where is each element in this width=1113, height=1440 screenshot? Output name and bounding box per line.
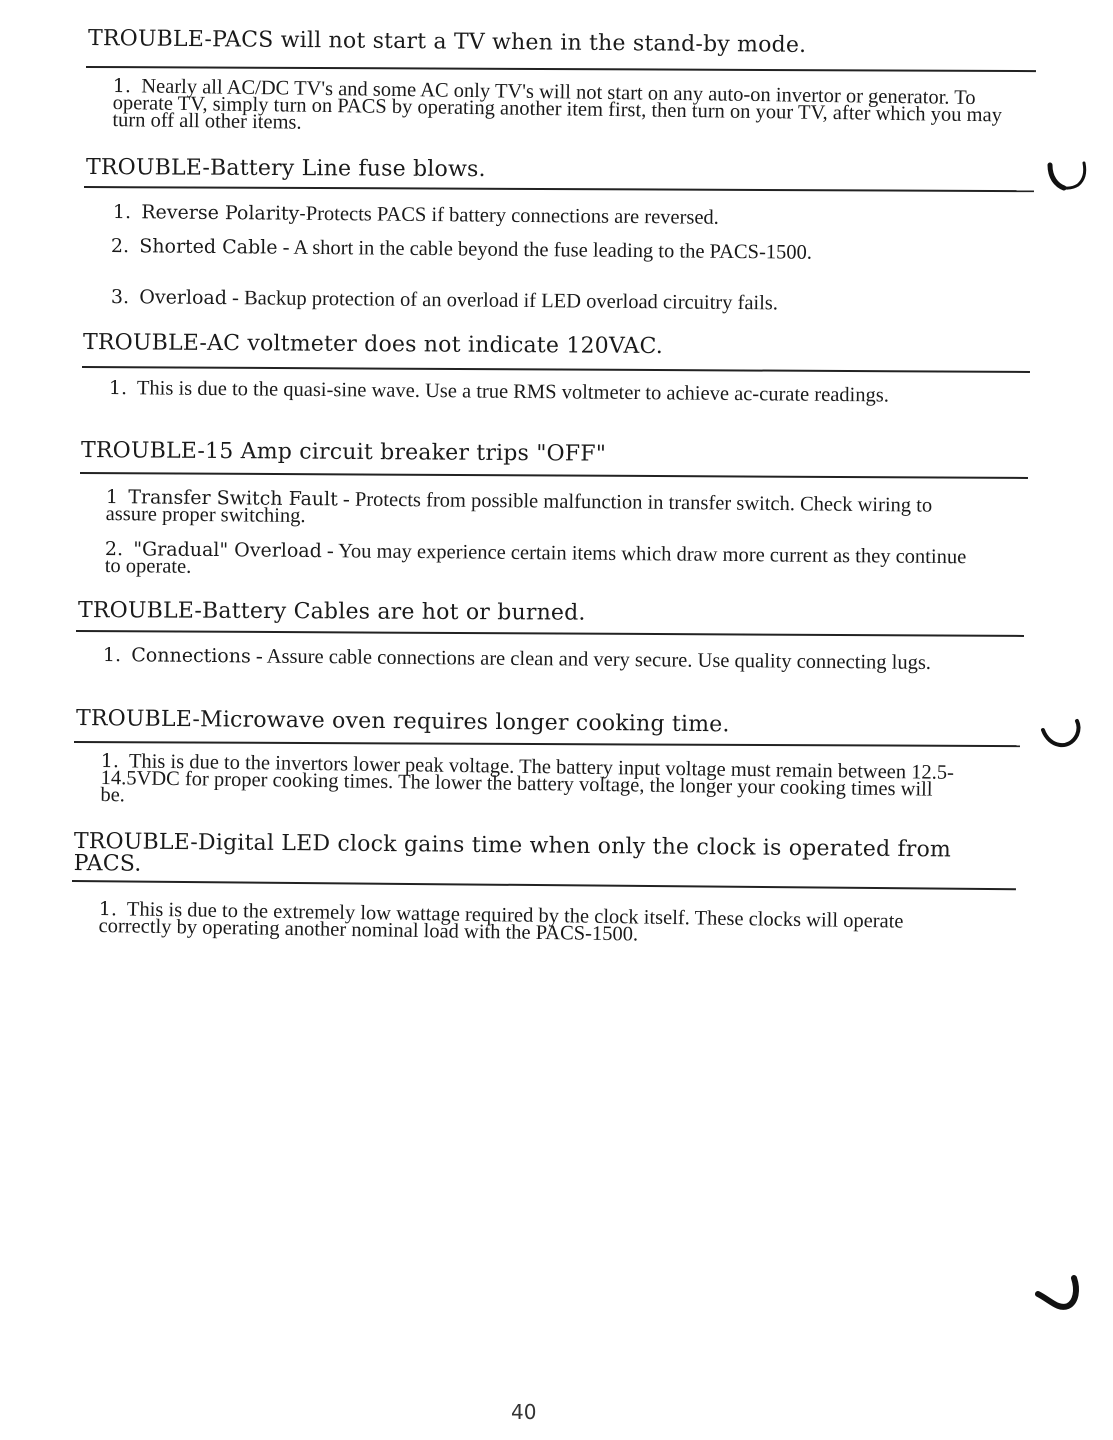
item-text: This is due to the quasi-sine wave. Use a true RMS voltmeter to achieve ac-curate readings. xyxy=(136,377,890,407)
item-text: Protects PACS if battery connections are reversed. xyxy=(305,202,719,229)
item-number: 1. xyxy=(102,644,122,667)
item-term: Connections xyxy=(131,644,251,668)
list-item xyxy=(112,75,1008,141)
item-term: Shorted Cable xyxy=(139,235,278,259)
section-heading: TROUBLE-15 Amp circuit breaker trips "OFF" xyxy=(80,438,607,467)
item-term: Overload xyxy=(139,286,228,310)
list-item xyxy=(105,486,936,532)
heading-rule xyxy=(86,66,1036,72)
item-text: This is due to the invertors lower peak voltage. The battery input voltage must remain between 12.5-14.5VDC for proper cooking times. The lower the battery voltage, the longer your cooking times will be. xyxy=(100,750,955,807)
item-number: 2. xyxy=(110,235,130,258)
section-heading: TROUBLE-AC voltmeter does not indicate 120VAC. xyxy=(82,330,664,360)
page-number: 40 xyxy=(511,1400,537,1424)
heading-rule xyxy=(76,630,1024,637)
section-heading: TROUBLE-PACS will not start a TV when in the stand-by mode. xyxy=(87,26,807,58)
section-heading: TROUBLE-Digital LED clock gains time when only the clock is operated from PACS. xyxy=(73,829,952,877)
section-heading: TROUBLE-Battery Line fuse blows. xyxy=(85,155,486,183)
item-text: - Assure cable connections are clean and very secure. Use quality connecting lugs. xyxy=(250,645,932,674)
item-number: 1. xyxy=(112,201,132,224)
item-number: 1. xyxy=(112,75,132,98)
list-item xyxy=(110,286,991,315)
list-item xyxy=(104,538,975,583)
list-item xyxy=(102,644,963,674)
item-number: 1. xyxy=(108,377,128,400)
item-text: Nearly all AC/DC TV's and some AC only TV's will not start on any auto-on invertor or generator. To operate TV, simply turn on PACS by operating another item first, then turn on your TV, after which you may turn off all other items. xyxy=(112,75,1003,134)
check-mark-icon xyxy=(1040,155,1100,200)
item-number: 3. xyxy=(110,286,130,309)
check-mark-icon xyxy=(1030,1272,1090,1322)
item-text: - Backup protection of an overload if LED overload circuitry fails. xyxy=(226,287,779,315)
item-term: Reverse Polarity- xyxy=(141,201,306,225)
list-item xyxy=(112,201,1003,230)
heading-rule xyxy=(84,186,1034,192)
item-text: - You may experience certain items which draw more current as they continue to operate. xyxy=(104,540,967,578)
heading-rule xyxy=(74,741,1020,747)
list-item xyxy=(98,898,968,949)
heading-rule xyxy=(80,472,1028,479)
check-mark-icon xyxy=(1035,715,1095,760)
list-item xyxy=(100,750,961,816)
heading-rule xyxy=(82,366,1030,373)
item-number: 1. xyxy=(100,750,120,773)
item-number: 2. xyxy=(104,538,124,561)
item-text: - A short in the cable beyond the fuse leading to the PACS-1500. xyxy=(277,236,813,264)
item-term: Transfer Switch Fault xyxy=(128,486,338,511)
item-text: This is due to the extremely low wattage required by the clock itself. These clocks will operate correctly by operating another nominal load with the PACS-1500. xyxy=(98,898,904,946)
section-heading: TROUBLE-Microwave oven requires longer cooking time. xyxy=(75,706,730,738)
section-heading: TROUBLE-Battery Cables are hot or burned. xyxy=(77,598,586,626)
item-text: - Protects from possible malfunction in transfer switch. Check wiring to assure proper switching. xyxy=(105,488,933,528)
item-number: 1 xyxy=(105,486,119,509)
item-number: 1. xyxy=(98,898,118,921)
list-item xyxy=(110,235,981,264)
list-item xyxy=(108,377,994,407)
item-term: "Gradual" Overload xyxy=(133,538,322,563)
